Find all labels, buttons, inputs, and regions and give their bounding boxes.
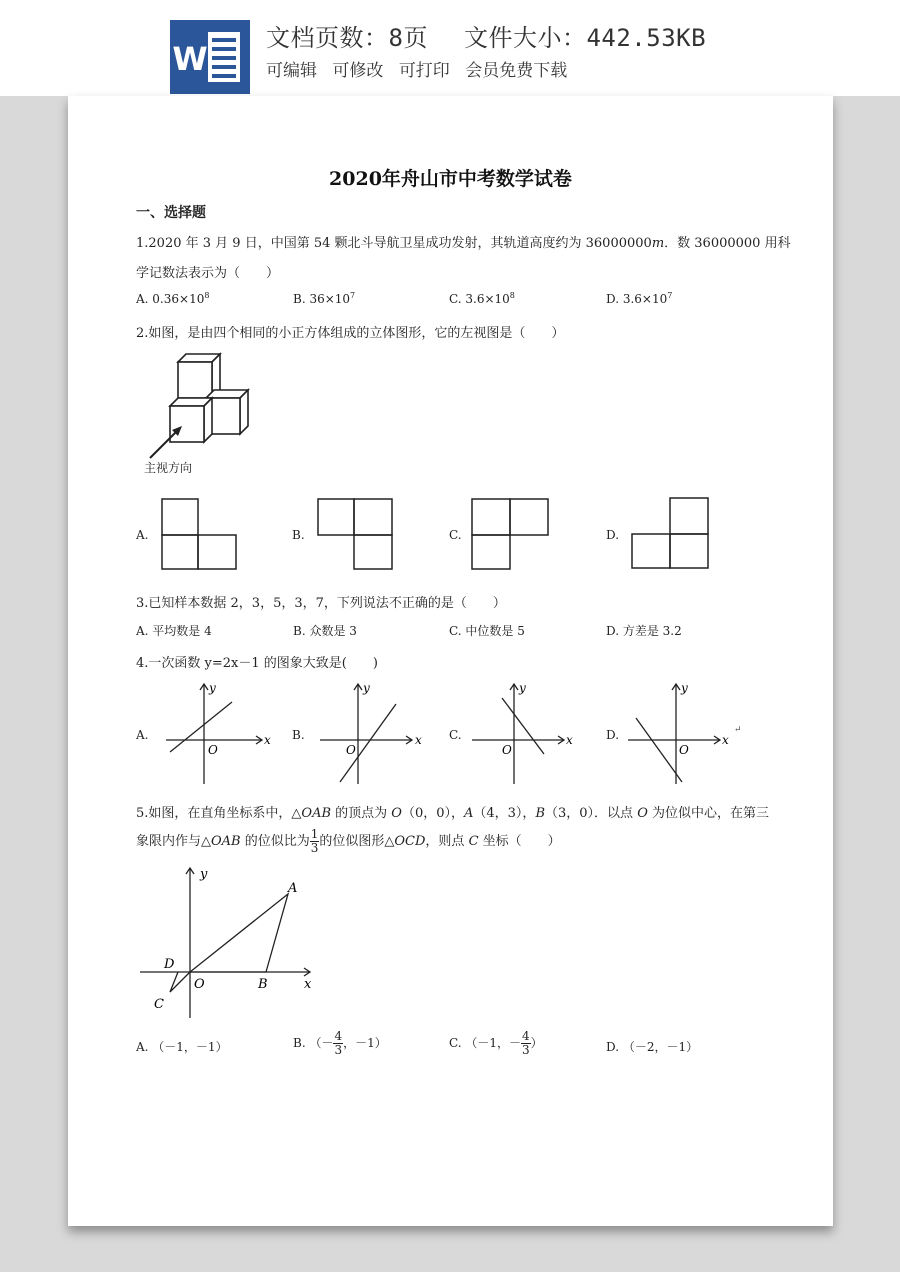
ratio-fraction: $\frac{1}{3}$ — [310, 827, 319, 855]
exam-paper — [68, 96, 833, 1226]
q2-cube-figure — [140, 350, 270, 474]
q2-option-b-figure[interactable] — [316, 496, 396, 572]
svg-text:y: y — [519, 681, 526, 695]
q1-option-d[interactable]: D. $3.6\times 10^7$ — [606, 291, 673, 306]
q4-option-c-graph[interactable] — [468, 680, 580, 786]
svg-text:B: B — [258, 977, 268, 992]
svg-text:y: y — [363, 681, 370, 695]
q1-option-c[interactable]: C. $3.6\times 10^8$ — [449, 291, 515, 306]
svg-text:x: x — [304, 977, 312, 992]
svg-text:O: O — [679, 743, 689, 757]
page-title: 2020年舟山市中考数学试卷 — [329, 168, 572, 190]
q2-option-a-figure[interactable] — [160, 496, 240, 572]
q4-option-b-graph[interactable] — [316, 680, 428, 786]
q2-option-c-figure[interactable] — [470, 496, 550, 572]
q5-option-b[interactable]: B. （－ $\frac{4}{3}$ ，－1） — [293, 1029, 387, 1057]
q4-option-b-label[interactable]: B. — [292, 728, 305, 742]
q1-option-a[interactable]: A. $0.36\times 10^8$ — [136, 291, 210, 306]
q5-option-d[interactable]: D. （－2，－1） — [606, 1040, 699, 1054]
svg-text:O: O — [208, 743, 218, 757]
q3-text: 3.已知样本数据 2，3，5，3，7，下列说法不正确的是（ ） — [136, 596, 506, 611]
download-banner — [0, 0, 900, 96]
svg-text:x: x — [722, 733, 729, 747]
action-editable: 可编辑 — [266, 61, 317, 81]
svg-text:A: A — [288, 881, 298, 896]
q2-option-c-label[interactable]: C. — [449, 528, 462, 542]
q2-option-d-label[interactable]: D. — [606, 528, 620, 542]
svg-text:O: O — [502, 743, 512, 757]
q5-line1: 5.如图，在直角坐标系中，△OAB 的顶点为 O（0，0），A（4，3），B（3，0）．以点 O 为位似中心，在第三 — [136, 806, 769, 821]
view-direction-caption: 主视方向 — [144, 461, 193, 474]
banner-actions — [266, 56, 577, 81]
svg-text:D: D — [164, 957, 175, 972]
q3-option-c[interactable]: C. 中位数是 5 — [449, 624, 525, 638]
q3-option-d[interactable]: D. 方差是 3.2 — [606, 624, 682, 638]
q2-option-d-figure[interactable] — [630, 496, 710, 572]
svg-text:O: O — [346, 743, 356, 757]
svg-text:x: x — [264, 733, 271, 747]
svg-text:x: x — [415, 733, 422, 747]
section-heading: 一、选择题 — [136, 205, 206, 221]
q1-option-b[interactable]: B. $36\times 10^7$ — [293, 291, 356, 306]
action-modifiable: 可修改 — [332, 61, 384, 81]
q3-option-a[interactable]: A. 平均数是 4 — [136, 624, 212, 638]
q4-option-d-graph[interactable] — [624, 680, 742, 786]
svg-text:y: y — [200, 867, 208, 882]
action-member-download[interactable]: 会员免费下载 — [465, 61, 568, 81]
q4-option-d-label[interactable]: D. — [606, 728, 620, 742]
q4-text: 4.一次函数 y=2x－1 的图象大致是( ) — [136, 656, 378, 671]
svg-text:O: O — [194, 977, 205, 992]
q5-line2: 象限内作与△OAB 的位似比为 $\frac{1}{3}$ 的位似图形△OCD，则点 C 坐标（ ） — [136, 827, 561, 855]
q1-line2: 学记数法表示为（ ） — [136, 266, 280, 281]
action-printable: 可打印 — [398, 61, 450, 81]
word-icon-letter: W — [172, 40, 208, 78]
q5-coordinate-figure — [138, 864, 328, 1024]
file-size: 文件大小：442.53KB — [463, 24, 707, 52]
q2-option-b-label[interactable]: B. — [292, 528, 305, 542]
q5-option-a[interactable]: A. （－1，－1） — [136, 1040, 228, 1054]
svg-text:y: y — [681, 681, 688, 695]
q4-option-a-label[interactable]: A. — [136, 728, 149, 742]
q5-option-c[interactable]: C. （－1，－ $\frac{4}{3}$ ） — [449, 1029, 543, 1057]
q4-option-c-label[interactable]: C. — [449, 728, 462, 742]
svg-text:↵: ↵ — [734, 725, 742, 735]
svg-text:x: x — [566, 733, 573, 747]
banner-title — [266, 18, 706, 53]
q2-text: 2.如图，是由四个相同的小正方体组成的立体图形，它的左视图是（ ） — [136, 326, 565, 341]
q1-line1: 1.2020 年 3 月 9 日，中国第 54 颗北斗导航卫星成功发射，其轨道高度约为 36000000m．数 36000000 用科 — [136, 236, 791, 251]
q4-option-a-graph[interactable] — [162, 680, 274, 786]
q2-option-a-label[interactable]: A. — [136, 528, 149, 542]
q3-option-b[interactable]: B. 众数是 3 — [293, 624, 357, 638]
word-icon — [170, 20, 250, 94]
doc-pages: 文档页数：8页 — [266, 24, 428, 52]
svg-text:C: C — [154, 997, 164, 1012]
svg-text:y: y — [209, 681, 216, 695]
